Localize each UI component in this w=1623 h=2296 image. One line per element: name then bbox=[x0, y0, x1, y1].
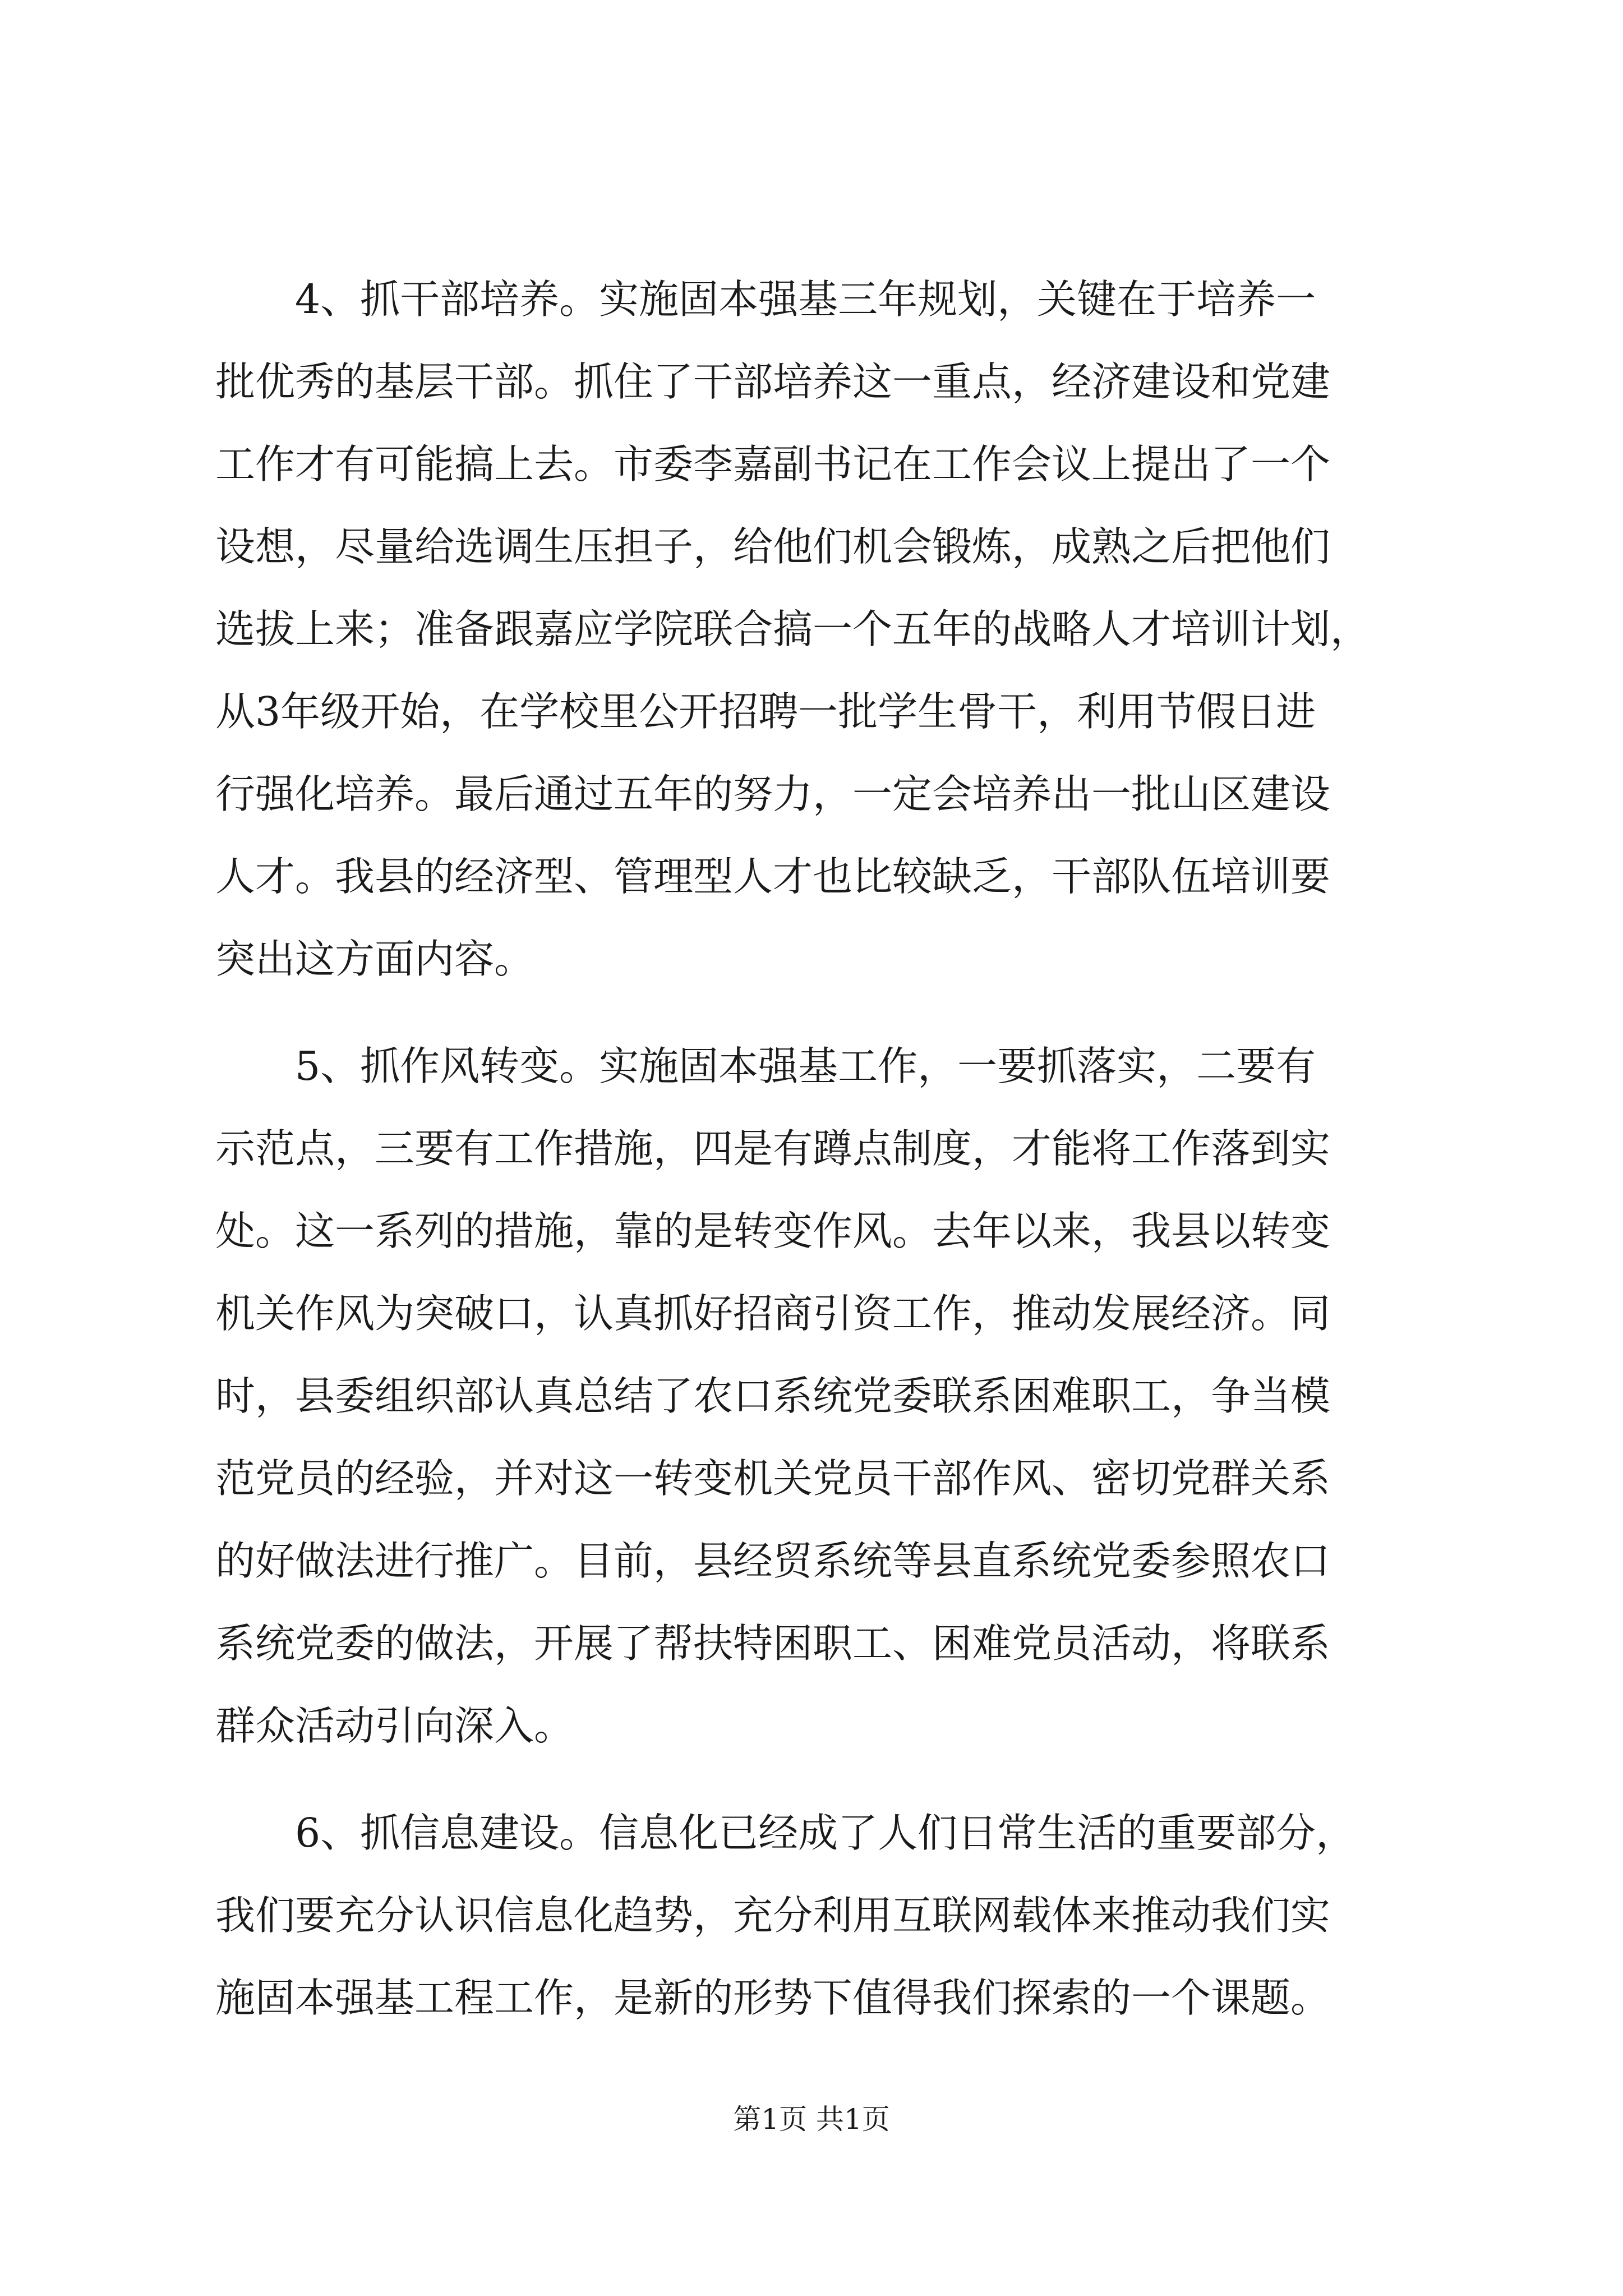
paragraph-6 bbox=[215, 1792, 1413, 2039]
paragraph-line: 系统党委的做法，开展了帮扶特困职工、困难党员活动，将联系 bbox=[215, 1620, 1331, 1667]
paragraph-line: 工作才有可能搞上去。市委李嘉副书记在工作会议上提出了一个 bbox=[215, 441, 1331, 487]
paragraph-line: 我们要充分认识信息化趋势，充分利用互联网载体来推动我们实 bbox=[215, 1892, 1331, 1939]
paragraph-line: 批优秀的基层干部。抓住了干部培养这一重点，经济建设和党建 bbox=[215, 358, 1331, 405]
paragraph-line: 行强化培养。最后通过五年的努力，一定会培养出一批山区建设 bbox=[215, 771, 1331, 817]
paragraph-line: 4、抓干部培养。实施固本强基三年规划，关键在于培养一 bbox=[295, 276, 1316, 323]
paragraph-4 bbox=[215, 258, 1413, 1000]
paragraph-5 bbox=[215, 1025, 1413, 1767]
paragraph-line: 范党员的经验，并对这一转变机关党员干部作风、密切党群关系 bbox=[215, 1455, 1331, 1502]
paragraph-line: 群众活动引向深入。 bbox=[215, 1703, 574, 1749]
paragraph-line: 6、抓信息建设。信息化已经成了人们日常生活的重要部分， bbox=[295, 1810, 1356, 1856]
document-body bbox=[215, 258, 1413, 2039]
paragraph-line: 的好做法进行推广。目前，县经贸系统等县直系统党委参照农口 bbox=[215, 1538, 1331, 1584]
paragraph-line: 设想，尽量给选调生压担子，给他们机会锻炼，成熟之后把他们 bbox=[215, 523, 1331, 570]
page-footer: 第1页 共1页 bbox=[733, 2103, 890, 2136]
paragraph-line: 时，县委组织部认真总结了农口系统党委联系困难职工，争当模 bbox=[215, 1373, 1331, 1419]
paragraph-line: 人才。我县的经济型、管理型人才也比较缺乏，干部队伍培训要 bbox=[215, 853, 1331, 900]
paragraph-line: 5、抓作风转变。实施固本强基工作，一要抓落实，二要有 bbox=[295, 1043, 1316, 1089]
paragraph-line: 突出这方面内容。 bbox=[215, 936, 534, 982]
paragraph-line: 机关作风为突破口，认真抓好招商引资工作，推动发展经济。同 bbox=[215, 1290, 1331, 1337]
paragraph-line: 施固本强基工程工作，是新的形势下值得我们探索的一个课题。 bbox=[215, 1975, 1331, 2021]
paragraph-line: 处。这一系列的措施，靠的是转变作风。去年以来，我县以转变 bbox=[215, 1208, 1331, 1254]
paragraph-line: 从3年级开始，在学校里公开招聘一批学生骨干，利用节假日进 bbox=[215, 688, 1316, 735]
paragraph-line: 选拔上来；准备跟嘉应学院联合搞一个五年的战略人才培训计划， bbox=[215, 606, 1371, 652]
paragraph-line: 示范点，三要有工作措施，四是有蹲点制度，才能将工作落到实 bbox=[215, 1125, 1331, 1172]
